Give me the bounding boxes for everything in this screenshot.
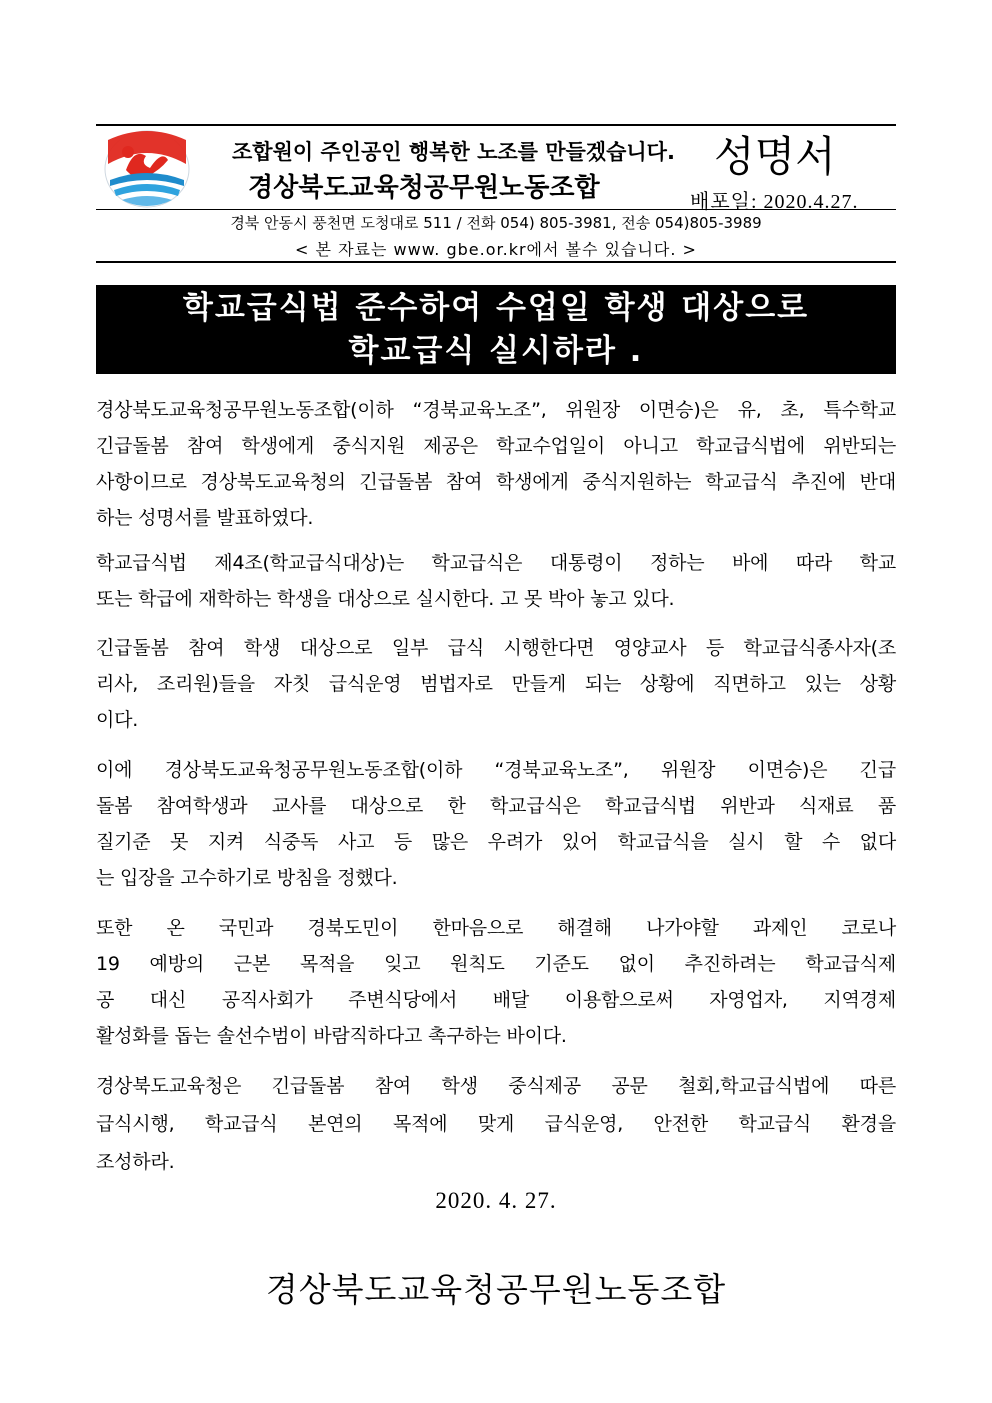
statement-date: 2020. 4. 27. (435, 1188, 557, 1213)
paragraph-2-line-2: 또는 학급에 재학하는 학생을 대상으로 실시한다. 고 못 박아 놓고 있다. (96, 588, 675, 610)
paragraph-2-line-1: 학교급식법 제4조(학교급식대상)는 학교급식은 대통령이 정하는 바에 따라 학교 (96, 552, 896, 574)
paragraph-6-line-2: 급식시행, 학교급식 본연의 목적에 맞게 급식운영, 안전한 학교급식 환경을 (96, 1113, 896, 1135)
paragraph-4-line-1: 이에 경상북도교육청공무원노동조합(이하 “경북교육노조”, 위원장 이면승)은 긴급 (96, 759, 896, 781)
distribution-date: 배포일: 2020.4.27. (690, 191, 859, 213)
paragraph-3-line-1: 긴급돌봄 참여 학생 대상으로 일부 급식 시행한다면 영양교사 등 학교급식종사자(조 (96, 637, 896, 659)
union-name-header: 경상북도교육청공무원노동조합 (248, 173, 600, 203)
contact-address: 경북 안동시 풍천면 도청대로 511 / 전화 054) 805-3981, 전송 054)805-3989 (230, 214, 762, 232)
title-banner (96, 285, 896, 374)
paragraph-3-line-2: 리사, 조리원)들을 자칫 급식운영 범법자로 만들게 되는 상황에 직면하고 있는 상황 (96, 673, 896, 695)
website-notice: < 본 자료는 www. gbe.or.kr에서 볼수 있습니다. > (295, 240, 697, 259)
paragraph-1-line-3: 사항이므로 경상북도교육청의 긴급돌봄 참여 학생에게 중식지원하는 학교급식 추진에 반대 (96, 471, 896, 493)
paragraph-1-line-2: 긴급돌봄 참여 학생에게 중식지원 제공은 학교수업일이 아니고 학교급식법에 위반되는 (96, 435, 896, 457)
paragraph-4-line-4: 는 입장을 고수하기로 방침을 정했다. (96, 867, 398, 889)
paragraph-1-line-4: 하는 성명서를 발표하였다. (96, 507, 314, 529)
paragraph-6-line-1: 경상북도교육청은 긴급돌봄 참여 학생 중식제공 공문 철회,학교급식법에 따른 (96, 1075, 896, 1097)
document-type: 성명서 (714, 132, 836, 181)
paragraph-6-line-3: 조성하라. (96, 1151, 175, 1173)
paragraph-4-line-2: 돌봄 참여학생과 교사를 대상으로 한 학교급식은 학교급식법 위반과 식재료 품 (96, 795, 896, 817)
union-signature: 경상북도교육청공무원노동조합 (265, 1270, 727, 1309)
paragraph-3-line-3: 이다. (96, 709, 139, 731)
slogan: 조합원이 주인공인 행복한 노조를 만들겠습니다. (232, 140, 675, 164)
paragraph-4-line-3: 질기준 못 지켜 식중독 사고 등 많은 우려가 있어 학교급식을 실시 할 수 없다 (96, 831, 896, 853)
paragraph-5-line-1: 또한 온 국민과 경북도민이 한마음으로 해결해 나가야할 과제인 코로나 (96, 917, 896, 939)
paragraph-5-line-4: 활성화를 돕는 솔선수범이 바람직하다고 촉구하는 바이다. (96, 1025, 567, 1047)
title-line-1: 학교급식법 준수하여 수업일 학생 대상으로 (182, 289, 810, 326)
paragraph-1-line-1: 경상북도교육청공무원노동조합(이하 “경북교육노조”, 위원장 이면승)은 유, 초, 특수학교 (96, 399, 896, 421)
title-line-2: 학교급식 실시하라 . (348, 332, 644, 369)
paragraph-5-line-3: 공 대신 공직사회가 주변식당에서 배달 이용함으로써 자영업자, 지역경제 (96, 989, 896, 1011)
union-logo-icon (104, 130, 190, 208)
header-bottom-rule (96, 261, 896, 263)
paragraph-5-line-2: 19 예방의 근본 목적을 잊고 원칙도 기준도 없이 추진하려는 학교급식제 (96, 953, 896, 975)
